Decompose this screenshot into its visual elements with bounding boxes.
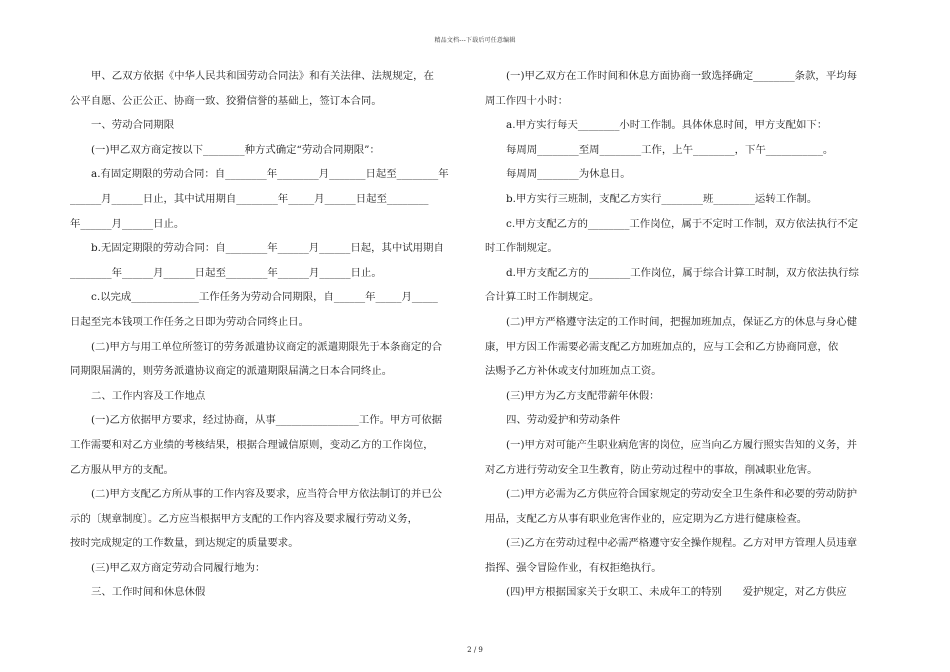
right-column	[485, 64, 885, 605]
text-line: ______月______日止，其中试用期自________年_____月______日起至________	[70, 192, 429, 205]
text-line: b.甲方实行三班制，支配乙方实行________班________运转工作制。	[506, 192, 818, 205]
text-line: (二)甲方严格遵守法定的工作时间，把握加班加点，保证乙方的休息与身心健	[506, 315, 857, 328]
text-line: (二)甲方与用工单位所签订的劳务派遣协议商定的派遣期限先于本条商定的合	[91, 340, 442, 353]
text-line: (二)甲方必需为乙方供应符合国家规定的劳动安全卫生条件和必要的劳动防护	[506, 488, 857, 501]
section-heading: 四、劳动爱护和劳动条件	[506, 414, 621, 427]
text-line: (二)甲方支配乙方所从事的工作内容及要求，应当符合甲方依法制订的并已公	[91, 488, 442, 501]
text-line: c.以完成_____________工作任务为劳动合同期限，自______年_____月_____	[91, 291, 438, 304]
text-line: 年______月______日止。	[70, 217, 185, 230]
text-line: 法赐予乙方补休或支付加班加点工资。	[485, 365, 662, 378]
text-line: 合计算工时工作制规定。	[485, 291, 600, 304]
text-line: b.无固定期限的劳动合同：自________年______月______日起，其中试用期自	[91, 242, 444, 255]
text-line: 每周周________为休息日。	[506, 168, 631, 181]
text-line: (三)甲方为乙方支配带薪年休假：	[506, 389, 660, 402]
text-line: ________年______月______日起至________年______月______日止。	[70, 266, 382, 279]
text-line: (三)甲乙双方商定劳动合同履行地为：	[91, 561, 266, 574]
text-line: 康，甲方因工作需要必需支配乙方加班加点的，应与工会和乙方协商同意，依	[485, 340, 839, 353]
text-line: 同期限届满的，则劳务派遣协议商定的派遣期限届满之日本合同终止。	[70, 365, 393, 378]
text-line: (一)甲乙双方商定按以下________种方式确定“劳动合同期限”：	[91, 143, 380, 156]
text-line: a.有固定期限的劳动合同：自________年________月_______日起至________年	[91, 168, 449, 181]
text-line: 对乙方进行劳动安全卫生教育，防止劳动过程中的事故，削减职业危害。	[485, 463, 818, 476]
text-line: (一)乙方依据甲方要求，经过协商，从事________________工作。甲方可依据	[91, 414, 442, 427]
text-line: 日起至完本钱项工作任务之日即为劳动合同终止日。	[70, 315, 309, 328]
text-line: 甲、乙双方依据《中华人民共和国劳动合同法》和有关法律、法规规定，在	[91, 70, 434, 82]
left-column	[70, 64, 465, 605]
text-line: 用品，支配乙方从事有职业危害作业的，应定期为乙方进行健康检查。	[485, 512, 808, 525]
text-line: 每周周________至周________工作，上午________，下午___________。	[506, 143, 834, 156]
text-line: (一)甲乙双方在工作时间和休息方面协商一致选择确定________条款，平均每	[506, 70, 857, 82]
text-line: 周工作四十小时：	[485, 94, 569, 107]
text-line: (四)甲方根据国家关于女职工、未成年工的特别 爱护规定，对乙方供应	[506, 586, 847, 599]
text-line: 工作需要和对乙方业绩的考核结果，根据合理诚信原则，变动乙方的工作岗位，	[70, 438, 434, 451]
text-line: a.甲方实行每天________小时工作制。具体休息时间，甲方支配如下：	[506, 119, 828, 132]
text-line: c.甲方支配乙方的________工作岗位，属于不定时工作制，双方依法执行不定	[506, 217, 859, 230]
text-line: d.甲方支配乙方的________工作岗位，属于综合计算工时制，双方依法执行综	[506, 266, 859, 279]
text-line: 时工作制规定。	[485, 242, 558, 255]
page-header-note: 精品文档---下载后可任意编辑	[434, 37, 516, 44]
page-number: 2 / 9	[467, 646, 483, 654]
text-line: (一)甲方对可能产生职业病危害的岗位，应当向乙方履行照实告知的义务，并	[506, 438, 857, 451]
text-line: 指挥、强令冒险作业，有权拒绝执行。	[485, 561, 662, 574]
text-line: 按时完成规定的工作数量，到达规定的质量要求。	[70, 537, 299, 550]
text-line: 示的〔规章制度〕。乙方应当根据甲方支配的工作内容及要求履行劳动义务，	[70, 512, 419, 525]
text-line: 乙方服从甲方的支配。	[70, 463, 174, 476]
section-heading: 二、工作内容及工作地点	[91, 389, 206, 402]
text-line: (三)乙方在劳动过程中必需严格遵守安全操作规程。乙方对甲方管理人员违章	[506, 537, 857, 550]
section-heading: 一、劳动合同期限	[91, 119, 175, 132]
text-line: 公平自愿、公正公正、协商一致、狡猾信誉的基础上，签订本合同。	[70, 94, 382, 107]
section-heading: 三、工作时间和休息休假	[91, 586, 206, 599]
